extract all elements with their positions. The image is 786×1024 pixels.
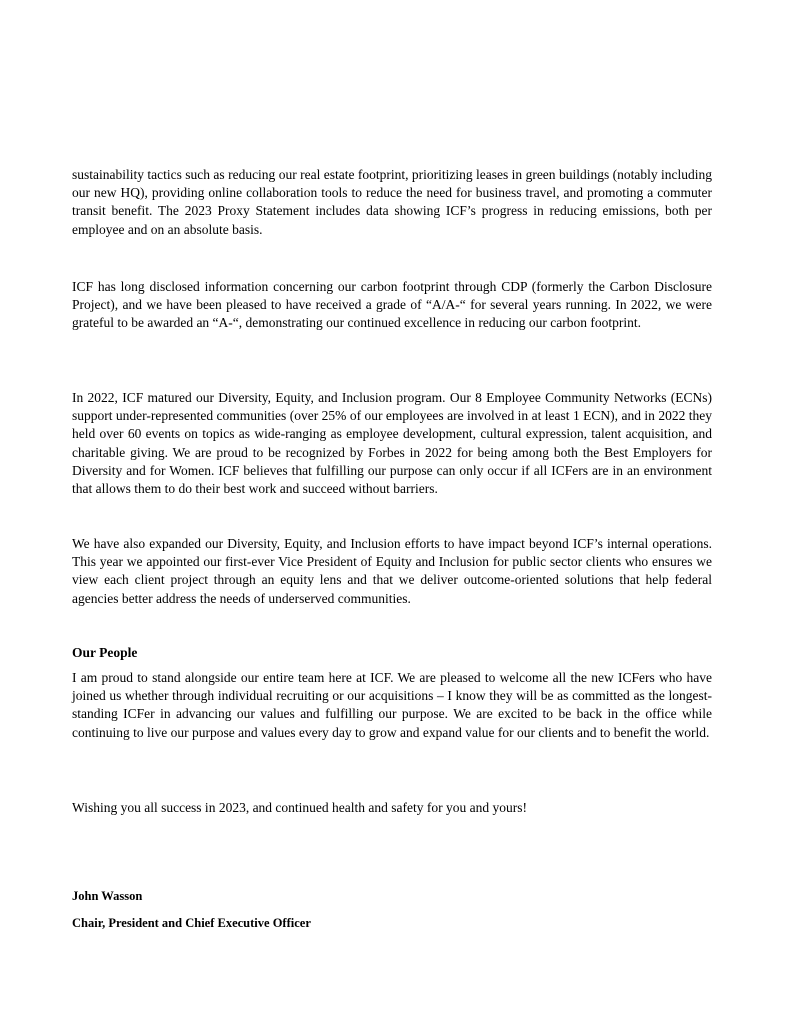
paragraph-our-people: I am proud to stand alongside our entire team here at ICF. We are pleased to welcome all the new ICFers who have joined us whether through individual recruiting or our acquisitions – I know they will be as committed as the longest-standing ICFer in advancing our values and fulfilling our purpose. We are excited to be back in the office while continuing to live our purpose and values every day to grow and expand value for our clients and to benefit the world. [72, 670, 712, 740]
paragraph-dei-program: In 2022, ICF matured our Diversity, Equity, and Inclusion program. Our 8 Employee Community Networks (ECNs) support under-represented communities (over 25% of our employees are involved in at least 1 ECN), and in 2022 they held over 60 events on topics as wide-ranging as employee development, cultural expression, talent acquisition, and charitable giving. We are proud to be recognized by Forbes in 2022 for being among both the Best Employers for Diversity and for Women. ICF believes that fulfilling our purpose can only occur if all ICFers are in an environment that allows them to do their best work and succeed without barriers. [72, 390, 712, 497]
paragraph-sustainability-tactics: sustainability tactics such as reducing our real estate footprint, prioritizing leases in green buildings (notably including our new HQ), providing online collaboration tools to reduce the need for business travel, and promoting a commuter transit benefit. The 2023 Proxy Statement includes data showing ICF’s progress in reducing emissions, both per employee and on an absolute basis. [72, 167, 712, 237]
paragraph-closing-wishes: Wishing you all success in 2023, and continued health and safety for you and yours! [72, 800, 527, 815]
signature-name: John Wasson [72, 889, 143, 903]
paragraph-dei-expansion: We have also expanded our Diversity, Equity, and Inclusion efforts to have impact beyond ICF’s internal operations. This year we appointed our first-ever Vice President of Equity and Inclusion for public sector clients who ensures we view each client project through an equity lens and that we deliver outcome-oriented solutions that help federal agencies better address the needs of underserved communities. [72, 536, 712, 606]
paragraph-carbon-disclosure: ICF has long disclosed information concerning our carbon footprint through CDP (formerly the Carbon Disclosure Project), and we have been pleased to have received a grade of “A/A-“ for several years running. In 2022, we were grateful to be awarded an “A-“, demonstrating our continued excellence in reducing our carbon footprint. [72, 279, 712, 331]
section-heading-our-people: Our People [72, 645, 138, 660]
signature-title: Chair, President and Chief Executive Officer [72, 916, 311, 930]
